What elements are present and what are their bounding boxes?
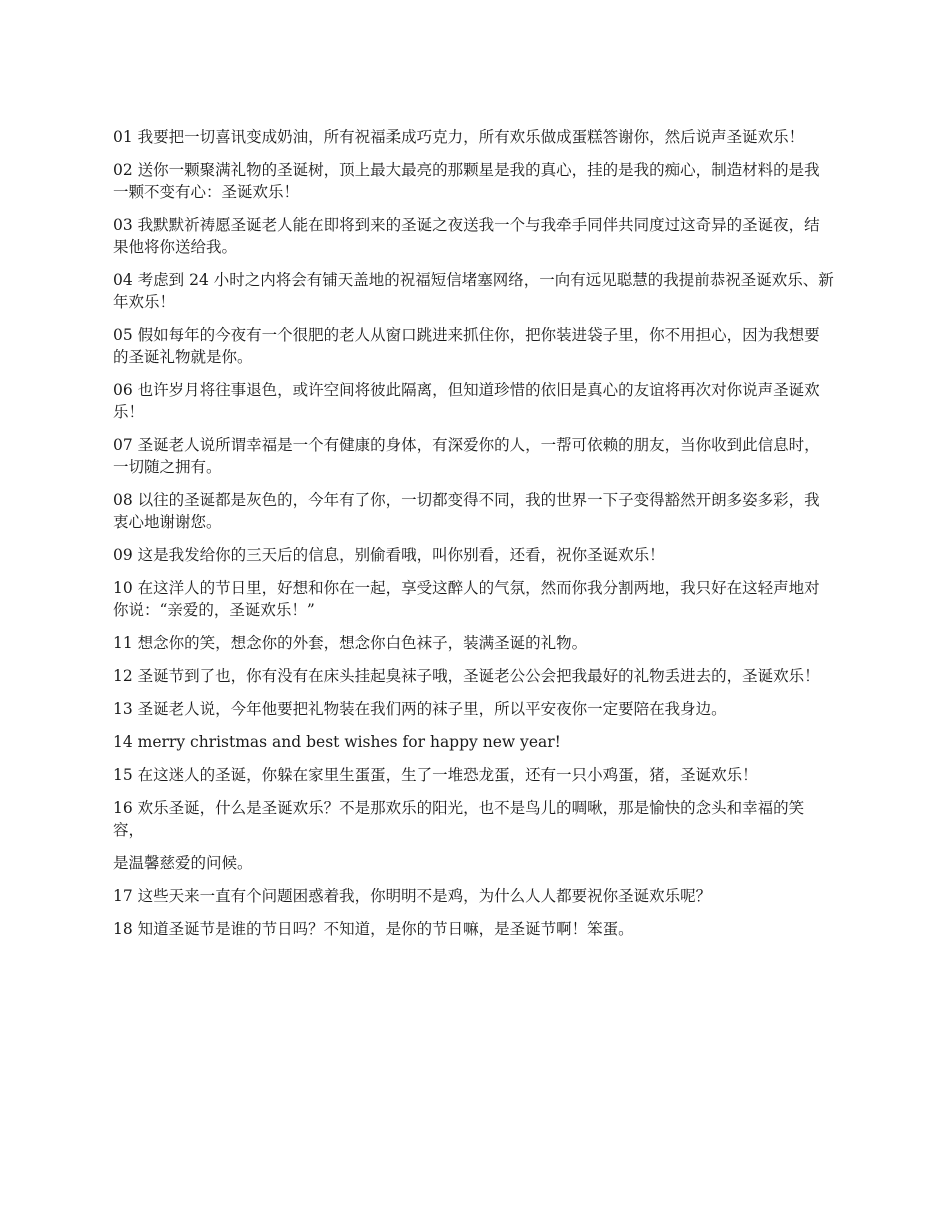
paragraph-16-continued: 是温馨慈爱的问候。 (113, 854, 253, 872)
paragraph-12: 12 圣诞节到了也，你有没有在床头挂起臭袜子哦，圣诞老公公会把我最好的礼物丢进去的，圣诞欢乐！ (113, 667, 820, 685)
paragraph-13: 13 圣诞老人说，今年他要把礼物装在我们两的袜子里，所以平安夜你一定要陪在我身边。 (113, 700, 727, 718)
paragraph-06: 06 也许岁月将往事退色，或许空间将彼此隔离，但知道珍惜的依旧是真心的友谊将再次对你说声圣诞欢乐！ (113, 381, 820, 421)
paragraph-14: 14 merry christmas and best wishes for happy new year! (113, 733, 561, 751)
paragraph-11: 11 想念你的笑，想念你的外套，想念你白色袜子，装满圣诞的礼物。 (113, 634, 588, 652)
paragraph-16: 16 欢乐圣诞，什么是圣诞欢乐？不是那欢乐的阳光，也不是鸟儿的啁啾，那是愉快的念头和幸福的笑容， (113, 799, 805, 839)
paragraph-08: 08 以往的圣诞都是灰色的，今年有了你，一切都变得不同，我的世界一下子变得豁然开朗多姿多彩，我衷心地谢谢您。 (113, 491, 820, 531)
paragraph-05: 05 假如每年的今夜有一个很肥的老人从窗口跳进来抓住你，把你装进袋子里，你不用担心，因为我想要的圣诞礼物就是你。 (113, 326, 820, 366)
paragraph-01: 01 我要把一切喜讯变成奶油，所有祝福柔成巧克力，所有欢乐做成蛋糕答谢你，然后说声圣诞欢乐！ (113, 128, 805, 146)
paragraph-17: 17 这些天来一直有个问题困惑着我，你明明不是鸡，为什么人人都要祝你圣诞欢乐呢？ (113, 887, 712, 905)
paragraph-15: 15 在这迷人的圣诞，你躲在家里生蛋蛋，生了一堆恐龙蛋，还有一只小鸡蛋，猪，圣诞欢乐！ (113, 766, 758, 784)
paragraph-04: 04 考虑到 24 小时之内将会有铺天盖地的祝福短信堵塞网络，一向有远见聪慧的我提前恭祝圣诞欢乐、新年欢乐！ (113, 271, 834, 311)
paragraph-18: 18 知道圣诞节是谁的节日吗？不知道，是你的节日嘛，是圣诞节啊！笨蛋。 (113, 920, 634, 938)
paragraph-02: 02 送你一颗聚满礼物的圣诞树，顶上最大最亮的那颗星是我的真心，挂的是我的痴心，制造材料的是我一颗不变有心：圣诞欢乐！ (113, 161, 820, 201)
paragraph-09: 09 这是我发给你的三天后的信息，别偷看哦，叫你别看，还看，祝你圣诞欢乐！ (113, 546, 665, 564)
paragraph-10: 10 在这洋人的节日里，好想和你在一起，享受这醉人的气氛，然而你我分割两地，我只好在这轻声地对你说：“亲爱的，圣诞欢乐！” (113, 579, 820, 619)
document-body (113, 126, 835, 951)
paragraph-03: 03 我默默祈祷愿圣诞老人能在即将到来的圣诞之夜送我一个与我牵手同伴共同度过这奇异的圣诞夜，结果他将你送给我。 (113, 216, 820, 256)
paragraph-07: 07 圣诞老人说所谓幸福是一个有健康的身体，有深爱你的人，一帮可依赖的朋友，当你收到此信息时，一切随之拥有。 (113, 436, 820, 476)
